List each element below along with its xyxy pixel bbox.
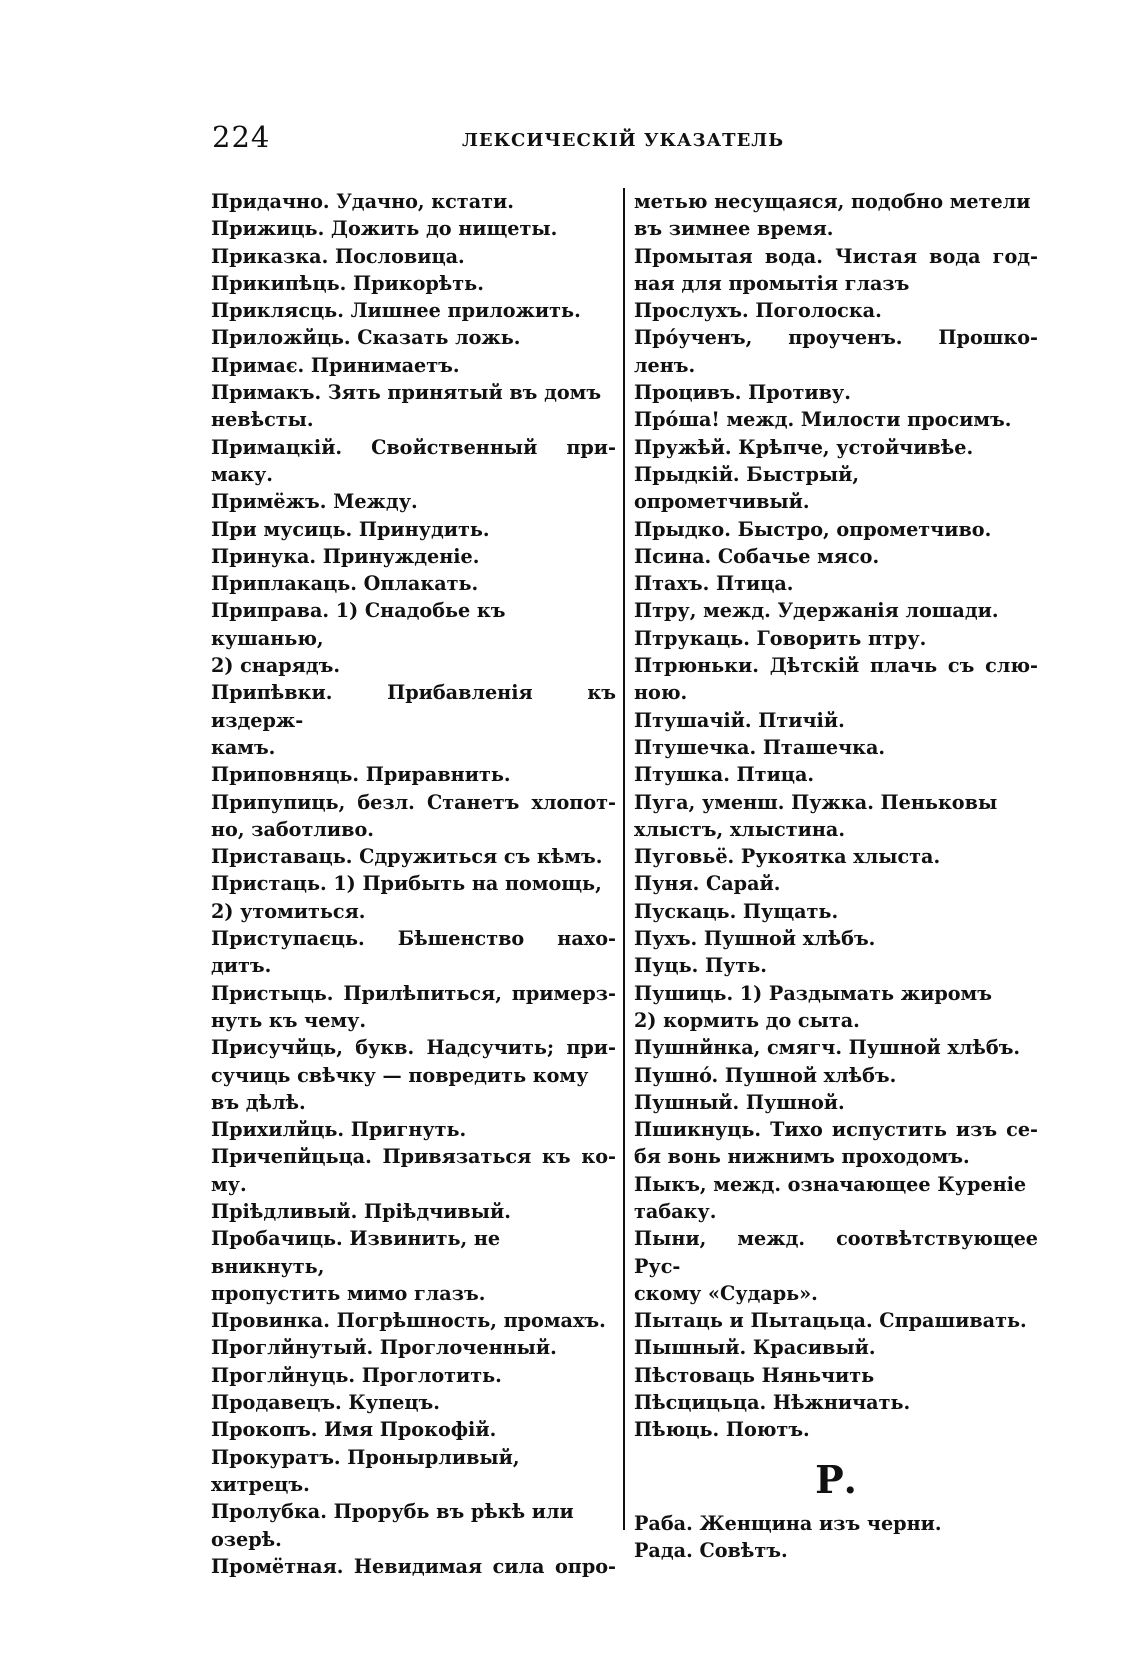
dictionary-entry: Причепйцьца. Привязаться къ ко- (211, 1145, 616, 1169)
dictionary-entry: озерѣ. (211, 1527, 282, 1551)
dictionary-entry: Пыни, межд. соотвѣтствующее Рус- (634, 1227, 1038, 1278)
entry-continuation: ленъ. (634, 353, 696, 377)
dictionary-entry: Примакъ. Зять принятый въ домъ (211, 381, 602, 405)
dictionary-entry: Птрукаць. Говорить птру. (634, 626, 927, 650)
dictionary-entry: Раба. Женщина изъ черни. (634, 1511, 942, 1535)
dictionary-entry: Прикипѣць. Прикорѣть. (211, 271, 484, 295)
dictionary-entry: Пуга, уменш. Пужка. Пеньковы (634, 790, 998, 814)
dictionary-entry: Пухъ. Пушной хлѣбъ. (634, 927, 876, 951)
dictionary-entry: Прихилйць. Пригнуть. (211, 1118, 467, 1142)
dictionary-entry: Пролубка. Прорубь въ рѣкѣ или (211, 1500, 574, 1524)
dictionary-entry: Пушнó. Пушной хлѣбъ. (634, 1063, 897, 1087)
dictionary-entry: Пускаць. Пущать. (634, 899, 839, 923)
dictionary-entry: Прокуратъ. Пронырливый, хитрецъ. (211, 1445, 520, 1496)
dictionary-entry: Пушный. Пушной. (634, 1090, 845, 1114)
dictionary-entry: Псина. Собачье мясо. (634, 544, 880, 568)
dictionary-entry: въ зимнее время. (634, 217, 834, 241)
dictionary-entry: Птру, межд. Удержанія лошади. (634, 599, 999, 623)
dictionary-entry: При мусиць. Принудить. (211, 517, 490, 541)
dictionary-entry: Пристаць. 1) Прибыть на помощь, (211, 872, 602, 896)
dictionary-entry: Пуня. Сарай. (634, 872, 781, 896)
dictionary-entry: Промётная. Невидимая сила опро- (211, 1554, 616, 1578)
dictionary-entry: Птушачій. Птичій. (634, 708, 845, 732)
section-letter: Р. (815, 1456, 857, 1502)
dictionary-entry: Примацкій. Свойственный при- (211, 435, 616, 459)
entry-continuation: ною. (634, 681, 688, 705)
dictionary-entry: Пробачиць. Извинить, не вникнуть, (211, 1227, 501, 1278)
dictionary-entry: табаку. (634, 1199, 717, 1223)
entry-continuation: маку. (211, 462, 273, 486)
dictionary-entry: 2) утомиться. (211, 899, 366, 923)
dictionary-entry: Пѣстоваць Няньчить (634, 1363, 875, 1387)
dictionary-entry: пропустить мимо глазъ. (211, 1281, 486, 1305)
column-divider (623, 188, 625, 1530)
dictionary-entry: Прiѣдливый. Прiѣдчивый. (211, 1199, 511, 1223)
right-column (634, 188, 1038, 1564)
dictionary-entry: Приплакаць. Оплакать. (211, 572, 479, 596)
dictionary-entry: Пѣсцицьца. Нѣжничать. (634, 1391, 911, 1415)
dictionary-entry: Прижиць. Дожить до нищеты. (211, 217, 558, 241)
entry-continuation: му. (211, 1172, 247, 1196)
dictionary-entry: Прыдкій. Быстрый, опрометчивый. (634, 462, 860, 514)
left-column (211, 188, 616, 1580)
dictionary-entry: Примає. Принимаетъ. (211, 353, 460, 377)
dictionary-entry: Птахъ. Птица. (634, 572, 794, 596)
dictionary-entry: Приповняць. Приравнить. (211, 763, 511, 787)
dictionary-entry: Пытаць и Пытацьца. Спрашивать. (634, 1309, 1027, 1333)
dictionary-entry: Приказка. Пословица. (211, 244, 465, 268)
dictionary-entry: метью несущаяся, подобно метели (634, 190, 1031, 213)
dictionary-entry: Приложйць. Сказать ложь. (211, 326, 521, 350)
dictionary-entry: Присучйць, букв. Надсучить; при- (211, 1036, 616, 1060)
dictionary-entry: 2) снарядъ. (211, 654, 341, 678)
dictionary-entry: Пристыць. Прилѣпиться, примерз- (211, 981, 616, 1005)
dictionary-entry: Пышный. Красивый. (634, 1336, 876, 1360)
dictionary-entry: Приступаєць. Бѣшенство нахо- (211, 927, 616, 951)
dictionary-entry: Пушиць. 1) Раздымать жиромъ (634, 981, 992, 1005)
dictionary-entry: Примёжъ. Между. (211, 490, 418, 514)
dictionary-entry: Птрюньки. Дѣтскій плачь съ слю- (634, 654, 1038, 678)
dictionary-entry: Прослухъ. Поголоска. (634, 299, 882, 323)
dictionary-entry: Птушечка. Пташечка. (634, 735, 886, 759)
entry-continuation: но, заботливо. (211, 817, 374, 841)
dictionary-entry: Принука. Принужденіе. (211, 544, 480, 568)
dictionary-entry: въ дѣлѣ. (211, 1090, 306, 1114)
dictionary-entry: Пушнйнка, смягч. Пушной хлѣбъ. (634, 1036, 1021, 1060)
dictionary-entry: Рада. Совѣтъ. (634, 1538, 788, 1562)
dictionary-entry: Пружѣй. Крѣпче, устойчивѣе. (634, 435, 974, 459)
dictionary-entry: Пыкъ, межд. означающее Куреніе (634, 1172, 1027, 1196)
dictionary-entry: Проглйнутый. Проглоченный. (211, 1336, 557, 1360)
entry-continuation: бя вонь нижнимъ проходомъ. (634, 1145, 970, 1169)
dictionary-entry: Прóша! межд. Милости просимъ. (634, 408, 1012, 432)
dictionary-entry: Промытая вода. Чистая вода год- (634, 244, 1038, 268)
entry-continuation: нуть къ чему. (211, 1008, 367, 1032)
dictionary-entry: Пѣюць. Поютъ. (634, 1418, 810, 1442)
dictionary-entry: Припупиць, безл. Станетъ хлопот- (211, 790, 616, 814)
dictionary-entry: Припѣвки. Прибавленія къ издерж- (211, 681, 616, 732)
dictionary-entry: Пуць. Путь. (634, 954, 767, 978)
dictionary-entry: Процивъ. Противу. (634, 381, 851, 405)
dictionary-entry: 2) кормить до сыта. (634, 1008, 860, 1032)
dictionary-entry: Придачно. Удачно, кстати. (211, 190, 514, 213)
dictionary-entry: Прóученъ, проученъ. Прошко- (634, 326, 1038, 350)
running-head: ЛЕКСИЧЕСКІЙ УКАЗАТЕЛЬ (462, 130, 785, 151)
entry-continuation: скому «Сударь». (634, 1281, 818, 1305)
dictionary-entry: Провинка. Погрѣшность, промахъ. (211, 1309, 606, 1333)
dictionary-entry: Проглйнуць. Проглотить. (211, 1363, 502, 1387)
dictionary-entry: Приправа. 1) Снадобье къ кушанью, (211, 599, 506, 650)
dictionary-entry: Пуговьё. Рукоятка хлыста. (634, 845, 941, 869)
dictionary-entry: Приклясць. Лишнее приложить. (211, 299, 581, 323)
dictionary-entry: невѣсты. (211, 408, 314, 432)
page-number: 224 (212, 120, 271, 154)
entry-continuation: ная для промытія глазъ (634, 271, 910, 295)
dictionary-entry: Птушка. Птица. (634, 763, 815, 787)
entry-continuation: камъ. (211, 735, 276, 759)
dictionary-entry: Приставаць. Сдружиться съ кѣмъ. (211, 845, 603, 869)
entry-continuation: дитъ. (211, 954, 272, 978)
dictionary-entry: Прокопъ. Имя Прокофій. (211, 1418, 497, 1442)
dictionary-entry: Продавецъ. Купецъ. (211, 1391, 440, 1415)
entry-continuation: сучиць свѣчку — повредить кому (211, 1063, 589, 1087)
dictionary-entry: хлыстъ, хлыстина. (634, 817, 846, 841)
dictionary-entry: Пшикнуць. Тихо испустить изъ се- (634, 1118, 1038, 1142)
dictionary-entry: Прыдко. Быстро, опрометчиво. (634, 517, 992, 541)
